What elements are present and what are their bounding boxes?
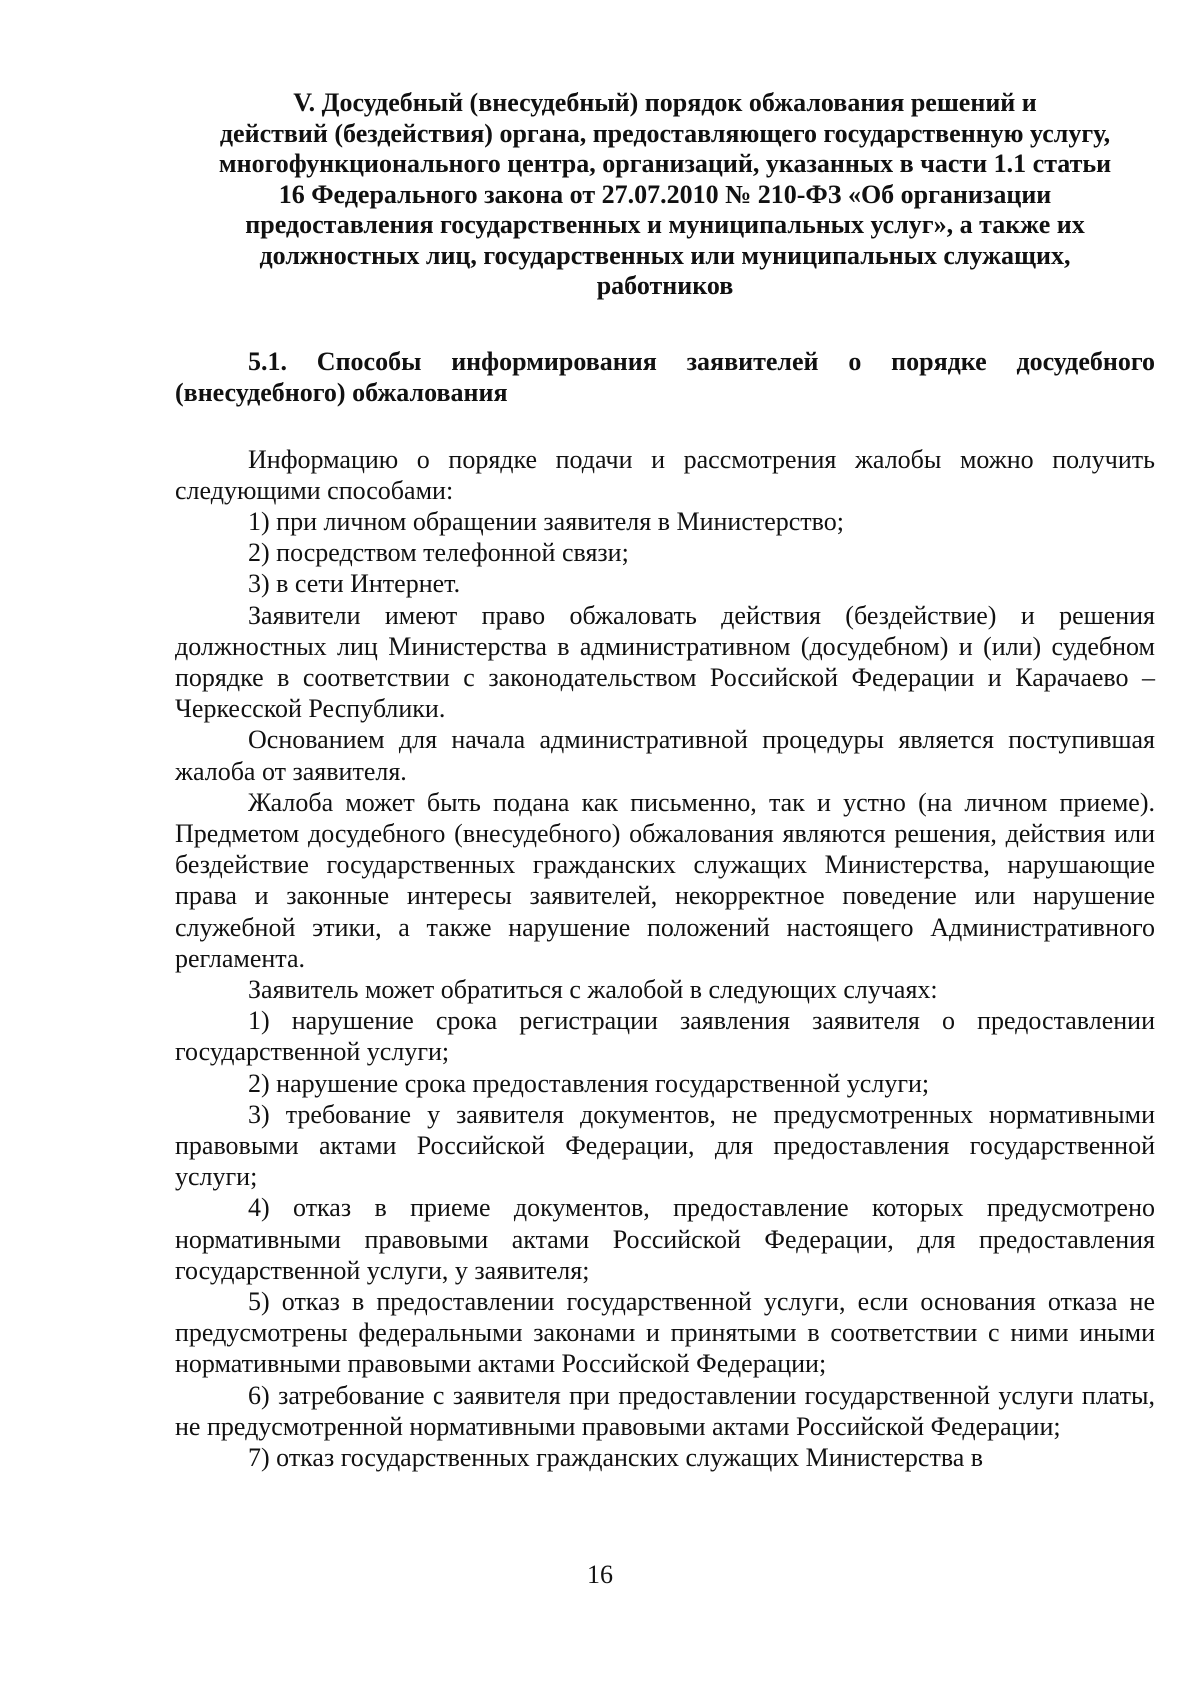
page-number: 16 xyxy=(587,1560,613,1589)
list-item: 5) отказ в предоставлении государственной услуги, если основания отказа не предусмотрены федеральными законами и принятыми в соответствии с ними иными нормативными правовыми актами Российской Федерации; xyxy=(175,1286,1155,1379)
section-heading: V. Досудебный (внесудебный) порядок обжалования решений и действий (бездействия) органа, предоставляющего государственную услугу, многофункционального центра, организаций, указанных в части 1.1 статьи 16 Федерального закона от 27.07.2010 № 210-ФЗ «Об организации предоставления государственных и муниципальных услуг», а также их должностных лиц, государственных или муниципальных служащих, работников xyxy=(218,88,1112,300)
paragraph: Заявители имеют право обжаловать действия (бездействие) и решения должностных лиц Министерства в административном (досудебном) и (или) судебном порядке в соответствии с законодательством Российской Федерации и Карачаево – Черкесской Республики. xyxy=(175,600,1155,724)
list-item: 4) отказ в приеме документов, предоставление которых предусмотрено нормативными правовыми актами Российской Федерации, для предоставления государственной услуги, у заявителя; xyxy=(175,1193,1155,1285)
paragraph: Основанием для начала административной процедуры является поступившая жалоба от заявителя. xyxy=(175,725,1155,786)
paragraph: Жалоба может быть подана как письменно, так и устно (на личном приеме). Предметом досудебного (внесудебного) обжалования являются решения, действия или бездействие государственных гражданских служащих Министерства, нарушающие права и законные интересы заявителей, некорректное поведение или нарушение служебной этики, а также нарушение положений настоящего Административного регламента. xyxy=(175,787,1155,973)
list-item: 2) нарушение срока предоставления государственной услуги; xyxy=(248,1068,930,1098)
subsection-heading: 5.1. Способы информирования заявителей о порядке досудебного (внесудебного) обжалования xyxy=(175,346,1155,407)
list-item: 1) нарушение срока регистрации заявления заявителя о предоставлении государственной услуги; xyxy=(175,1006,1155,1067)
paragraph: Заявитель может обратиться с жалобой в следующих случаях: xyxy=(248,974,938,1004)
document-page xyxy=(175,88,1155,1473)
list-item: 1) при личном обращении заявителя в Министерство; xyxy=(248,506,844,536)
paragraph: Информацию о порядке подачи и рассмотрения жалобы можно получить следующими способами: xyxy=(175,444,1155,505)
list-item: 2) посредством телефонной связи; xyxy=(248,538,629,568)
list-item: 7) отказ государственных гражданских служащих Министерства в xyxy=(248,1443,984,1472)
body-text xyxy=(175,444,1155,1474)
list-item: 6) затребование с заявителя при предоставлении государственной услуги платы, не предусмотренной нормативными правовыми актами Российской Федерации; xyxy=(175,1380,1155,1441)
list-item: 3) в сети Интернет. xyxy=(248,569,461,599)
list-item: 3) требование у заявителя документов, не предусмотренных нормативными правовыми актами Российской Федерации, для предоставления государственной услуги; xyxy=(175,1099,1155,1192)
